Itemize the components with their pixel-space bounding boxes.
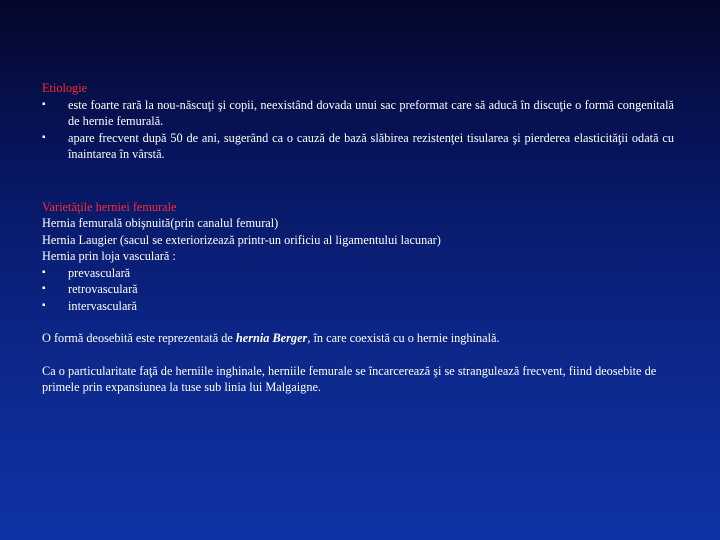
etiology-bullet-item (42, 97, 674, 130)
particularity-paragraph: Ca o particularitate faţă de herniile inghinale, herniile femurale se încarcerează şi se strangulează frecvent, fiind deosebite de primele prin expansiunea la tuse sub linia lui Malgaigne. (42, 363, 657, 394)
vascular-bullet-item (42, 281, 674, 298)
spacer (42, 183, 674, 199)
berger-emphasis: hernia Berger (235, 331, 308, 345)
vascular-bullet-text: retrovasculară (68, 282, 138, 296)
vascular-bullet-text: intervasculară (68, 298, 137, 313)
spacer (42, 163, 674, 183)
berger-text-before: O formă deosebită este reprezentată de (42, 331, 236, 345)
variety-line: Hernia femurală obişnuită(prin canalul femural) (42, 216, 279, 230)
varieties-heading: Varietăţile herniei femurale (42, 199, 177, 214)
etiology-bullet-text: apare frecvent după 50 de ani, sugerând ca o cauză de bază slăbirea rezistenţei tisularea şi pierderea elasticităţii odată cu înaintarea în vârstă. (68, 130, 674, 161)
vascular-bullet-item (42, 265, 674, 282)
berger-paragraph (42, 330, 674, 347)
vascular-bullet-text: prevasculară (68, 265, 131, 280)
square-bullet-icon: ▪ (42, 299, 46, 311)
etiology-heading: Etiologie (42, 81, 88, 95)
square-bullet-icon: ▪ (42, 283, 46, 294)
etiology-bullet-text: este foarte rară la nou-născuţi şi copii, neexistând dovada unui sac preformat care să aducă în discuţie o formă congenitală de hernie femurală. (68, 97, 674, 128)
square-bullet-icon: ▪ (42, 131, 46, 143)
berger-text-after: , în care coexistă cu o hernie inghinală. (307, 331, 500, 345)
etiology-bullet-item (42, 130, 674, 163)
slide-content (42, 80, 674, 396)
square-bullet-icon: ▪ (42, 98, 46, 110)
vascular-bullet-item (42, 298, 674, 315)
spacer (42, 347, 674, 363)
spacer (42, 314, 674, 330)
variety-line: Hernia prin loja vasculară : (42, 249, 176, 263)
variety-line: Hernia Laugier (sacul se exteriorizează printr-un orificiu al ligamentului lacunar) (42, 232, 441, 247)
square-bullet-icon: ▪ (42, 266, 46, 278)
